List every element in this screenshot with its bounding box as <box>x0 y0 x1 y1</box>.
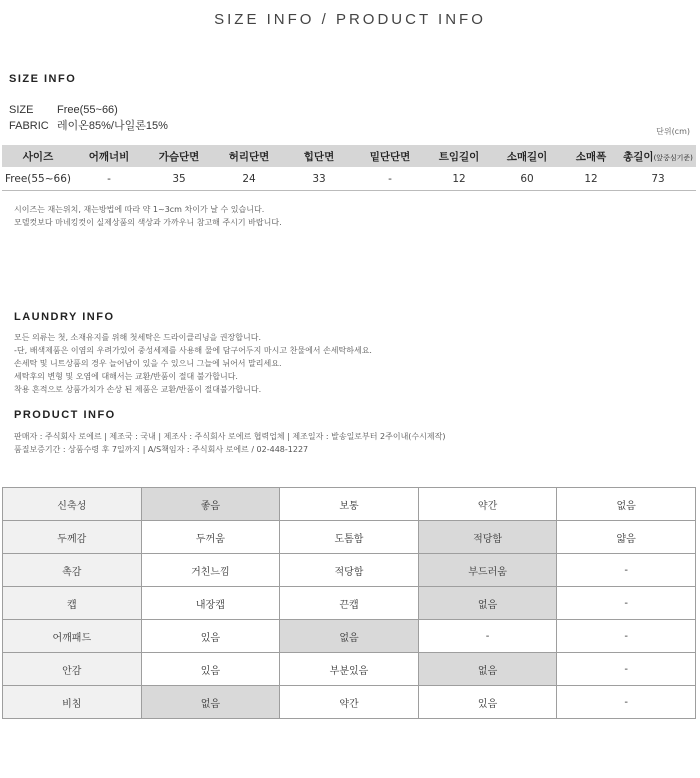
property-option: - <box>557 686 696 719</box>
size-value: Free(55~66) <box>57 104 118 116</box>
table-cell: Free(55~66) <box>2 167 74 191</box>
table-cell: - <box>354 167 426 191</box>
header-cell: 어깨너비 <box>74 145 144 167</box>
table-cell: 35 <box>144 167 214 191</box>
property-table <box>2 487 696 719</box>
property-label: 어깨패드 <box>3 620 142 653</box>
property-option: 부분있음 <box>280 653 419 686</box>
property-option-selected: 없음 <box>418 653 557 686</box>
size-table <box>2 145 696 191</box>
property-option: 도톰함 <box>280 521 419 554</box>
length-note: (앞중심기준) <box>653 153 693 162</box>
size-row <box>9 104 118 116</box>
property-option: 내장캡 <box>141 587 280 620</box>
note-line: 세탁후의 변형 및 오염에 대해서는 교환/반품이 절대 불가합니다. <box>14 372 238 381</box>
note-line: 품질보증기간 : 상품수령 후 7일까지 | A/S책임자 : 주식회사 로에르 / 02-448-1227 <box>14 445 309 454</box>
size-info-title: SIZE INFO <box>9 73 77 85</box>
property-option: 얇음 <box>557 521 696 554</box>
property-option: - <box>557 653 696 686</box>
property-row <box>3 521 696 554</box>
note-line: 착용 흔적으로 상품가치가 손상 된 제품은 교환/반품이 절대불가합니다. <box>14 385 262 394</box>
property-option-selected: 없음 <box>280 620 419 653</box>
unit-label: 단위(cm) <box>656 127 690 136</box>
property-option: - <box>557 620 696 653</box>
property-option-selected: 없음 <box>141 686 280 719</box>
property-row <box>3 653 696 686</box>
property-option: 적당함 <box>280 554 419 587</box>
product-notes <box>14 430 445 456</box>
table-cell: 24 <box>214 167 284 191</box>
header-cell: 허리단면 <box>214 145 284 167</box>
table-cell: 73 <box>620 167 696 191</box>
note-line: 모델컷보다 마네킹컷이 실제상품의 색상과 가까우니 참고해 주시기 바랍니다. <box>14 218 282 227</box>
property-option: - <box>557 587 696 620</box>
property-option-selected: 없음 <box>418 587 557 620</box>
size-notes <box>14 203 282 229</box>
property-option: - <box>418 620 557 653</box>
table-cell: 33 <box>284 167 354 191</box>
property-row <box>3 587 696 620</box>
size-table-header <box>2 145 696 167</box>
property-row <box>3 620 696 653</box>
property-option: - <box>557 554 696 587</box>
property-option: 끈캡 <box>280 587 419 620</box>
note-line: 판매자 : 주식회사 로에르 | 제조국 : 국내 | 제조사 : 주식회사 로에르 협력업체 | 제조일자 : 발송일로부터 2주이내(수시제작) <box>14 432 446 441</box>
fabric-value: 레이온85%/나일론15% <box>57 120 168 132</box>
property-row <box>3 686 696 719</box>
laundry-notes <box>14 331 372 396</box>
header-cell: 가슴단면 <box>144 145 214 167</box>
property-row <box>3 488 696 521</box>
property-label: 두께감 <box>3 521 142 554</box>
table-cell: 12 <box>426 167 492 191</box>
page-title: SIZE INFO / PRODUCT INFO <box>214 11 486 28</box>
note-line: -단, 배색제품은 이염의 우려가있어 중성세제를 사용해 물에 담구어두지 마시고 찬물에서 손세탁하세요. <box>14 346 372 355</box>
property-option-selected: 적당함 <box>418 521 557 554</box>
table-cell: - <box>74 167 144 191</box>
property-label: 안감 <box>3 653 142 686</box>
property-row <box>3 554 696 587</box>
property-option: 약간 <box>280 686 419 719</box>
property-option: 있음 <box>141 653 280 686</box>
property-option: 있음 <box>418 686 557 719</box>
header-cell: 총길이 <box>623 150 654 163</box>
property-option: 두꺼움 <box>141 521 280 554</box>
property-option-selected: 좋음 <box>141 488 280 521</box>
header-cell: 밑단단면 <box>354 145 426 167</box>
property-label: 신축성 <box>3 488 142 521</box>
product-info-title: PRODUCT INFO <box>14 409 116 421</box>
property-option: 있음 <box>141 620 280 653</box>
header-cell: 트임길이 <box>426 145 492 167</box>
table-cell: 12 <box>562 167 620 191</box>
fabric-row <box>9 117 168 133</box>
header-cell: 소매길이 <box>492 145 562 167</box>
note-line: 모든 의류는 첫, 소재유지를 위해 첫세탁은 드라이클리닝을 권장합니다. <box>14 333 261 342</box>
property-option: 없음 <box>557 488 696 521</box>
size-label: SIZE <box>9 104 34 116</box>
property-label: 촉감 <box>3 554 142 587</box>
note-line: 손세탁 및 니트상품의 경우 늘어남이 있을 수 있으니 그늘에 뉘어서 말리세요. <box>14 359 282 368</box>
property-option-selected: 부드러움 <box>418 554 557 587</box>
note-line: 시이즈는 재는위치, 재는방법에 따라 약 1~3cm 차이가 날 수 있습니다. <box>14 205 265 214</box>
property-option: 거친느낌 <box>141 554 280 587</box>
property-label: 비침 <box>3 686 142 719</box>
table-cell: 60 <box>492 167 562 191</box>
header-cell: 사이즈 <box>2 145 74 167</box>
property-option: 보통 <box>280 488 419 521</box>
header-cell: 소매폭 <box>562 145 620 167</box>
fabric-label: FABRIC <box>9 120 49 132</box>
table-row <box>2 167 696 191</box>
header-cell: 힙단면 <box>284 145 354 167</box>
laundry-info-title: LAUNDRY INFO <box>14 311 115 323</box>
header-cell-length <box>620 145 696 167</box>
property-option: 약간 <box>418 488 557 521</box>
property-label: 캡 <box>3 587 142 620</box>
